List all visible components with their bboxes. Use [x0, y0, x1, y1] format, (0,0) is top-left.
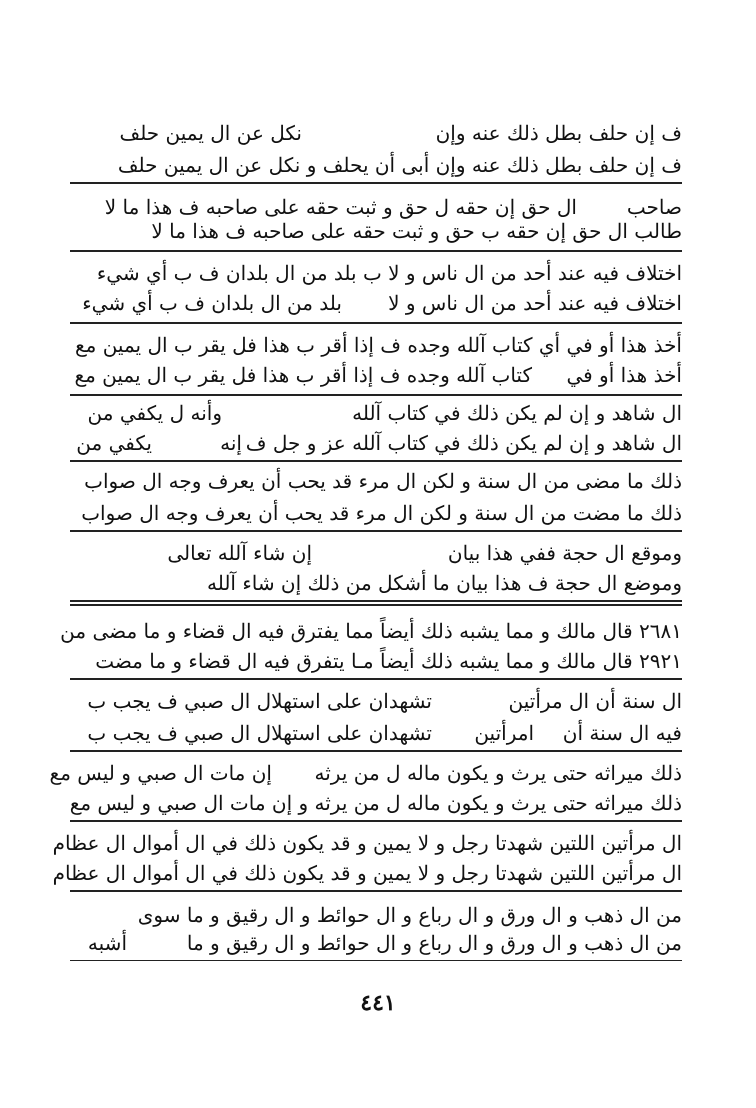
- text-segment: إن شاء آلله تعالى: [167, 541, 312, 565]
- text-line: [60, 614, 682, 648]
- text-segment: ذلك ميراثه حتى يرث و يكون ماله ل من يرثه: [314, 761, 682, 785]
- text-line: [72, 566, 682, 600]
- text-segment: ذلك ميراثه حتى يرث و يكون ماله ل من يرثه و إن مات ال صبي و ليس مع: [69, 791, 682, 815]
- text-segment: ال مرأتين اللتين شهدتا رجل و لا يمين و قد يكون ذلك في ال أموال ال عظام: [52, 861, 682, 885]
- text-segment: ال شاهد و إن لم يكن ذلك في كتاب آلله عز و جل ف: [245, 431, 682, 455]
- text-segment: من ال ذهب و ال ورق و ال رباع و ال حوائط و ال رقيق و ما سوى: [137, 903, 682, 927]
- line-divider: [70, 600, 682, 602]
- text-segment: أشبه: [87, 931, 127, 955]
- text-line: [72, 716, 682, 750]
- line-divider: [70, 890, 682, 892]
- text-segment: كتاب آلله وجده ف إذا أقر ب هذا فل يقر ب ال يمين مع: [74, 363, 532, 387]
- text-line: [72, 148, 682, 182]
- text-line: [49, 756, 682, 790]
- text-segment: ال سنة أن ال مرأتين: [508, 689, 682, 713]
- text-segment: ذلك ما مضت من ال سنة و لكن ال مرء قد يحب أن يعرف وجه ال صواب: [81, 501, 682, 525]
- line-divider: [70, 530, 682, 532]
- text-segment: فيه ال سنة أن: [562, 721, 682, 745]
- text-line: [72, 396, 682, 430]
- text-segment: اختلاف فيه عند أحد من ال ناس و لا ب بلد من ال بلدان ف ب أي شيء: [96, 261, 682, 285]
- text-segment: ذلك ما مضى من ال سنة و لكن ال مرء قد يحب أن يعرف وجه ال صواب: [84, 469, 682, 493]
- line-divider: [70, 460, 682, 462]
- text-segment: وموضع ال حجة ف هذا بيان ما أشكل من ذلك إن شاء آلله: [206, 571, 682, 595]
- text-segment: ف إن حلف بطل ذلك عنه وإن أبى أن يحلف و نكل عن ال يمين حلف: [117, 153, 682, 177]
- text-segment: امرأتين: [474, 721, 534, 745]
- text-line: [72, 464, 682, 498]
- text-segment: صاحب: [626, 195, 682, 219]
- text-segment: ال حق إن حقه ل حق و ثبت حقه على صاحبه ف هذا ما لا: [104, 195, 577, 219]
- text-line: [72, 926, 682, 960]
- line-divider: [70, 678, 682, 680]
- text-line: [72, 214, 682, 248]
- text-line: [52, 826, 682, 860]
- text-line: [69, 786, 682, 820]
- text-segment: تشهدان على استهلال ال صبي ف يجب ب: [87, 721, 432, 745]
- text-segment: بلد من ال بلدان ف ب أي شيء: [82, 291, 342, 315]
- text-segment: ال مرأتين اللتين شهدتا رجل و لا يمين و قد يكون ذلك في ال أموال ال عظام: [52, 831, 682, 855]
- text-segment: تشهدان على استهلال ال صبي ف يجب ب: [87, 689, 432, 713]
- text-segment: إنه: [220, 431, 242, 455]
- text-segment: ٢٩٢١ قال مالك و مما يشبه ذلك أيضاً مـا يتفرق فيه ال قضاء و ما مضت: [95, 649, 682, 673]
- line-divider: [70, 604, 682, 606]
- text-line: [52, 856, 682, 890]
- text-line: [72, 684, 682, 718]
- line-divider: [70, 250, 682, 252]
- text-line: [72, 496, 682, 530]
- text-segment: نكل عن ال يمين حلف: [119, 121, 302, 145]
- text-segment: ٢٦٨١ قال مالك و مما يشبه ذلك أيضاً مما يفترق فيه ال قضاء و ما مضى من: [60, 619, 682, 643]
- text-segment: اختلاف فيه عند أحد من ال ناس و لا: [388, 291, 682, 315]
- text-segment: من ال ذهب و ال ورق و ال رباع و ال حوائط و ال رقيق و ما: [186, 931, 682, 955]
- text-segment: يكفي من: [76, 431, 152, 455]
- text-segment: أخذ هذا أو في أي كتاب آلله وجده ف إذا أقر ب هذا فل يقر ب ال يمين مع: [74, 333, 682, 357]
- page-number: ٤٤١: [360, 990, 396, 1016]
- text-segment: وموقع ال حجة ففي هذا بيان: [447, 541, 682, 565]
- line-divider: [70, 182, 682, 184]
- text-line: [72, 426, 682, 460]
- text-segment: طالب ال حق إن حقه ب حق و ثبت حقه على صاحبه ف هذا ما لا: [151, 219, 682, 243]
- text-line: [72, 286, 682, 320]
- line-divider: [70, 820, 682, 822]
- text-line: [72, 328, 682, 362]
- text-line: [72, 536, 682, 570]
- text-line: [72, 644, 682, 678]
- text-line: [72, 256, 682, 290]
- text-line: [72, 116, 682, 150]
- text-segment: وأنه ل يكفي من: [87, 401, 222, 425]
- line-divider: [70, 750, 682, 752]
- text-segment: ف إن حلف بطل ذلك عنه وإن: [435, 121, 682, 145]
- text-segment: أخذ هذا أو في: [566, 363, 682, 387]
- line-divider: [70, 322, 682, 324]
- text-line: [72, 358, 682, 392]
- text-segment: إن مات ال صبي و ليس مع: [49, 761, 272, 785]
- text-segment: ال شاهد و إن لم يكن ذلك في كتاب آلله: [352, 401, 682, 425]
- line-divider: [70, 960, 682, 961]
